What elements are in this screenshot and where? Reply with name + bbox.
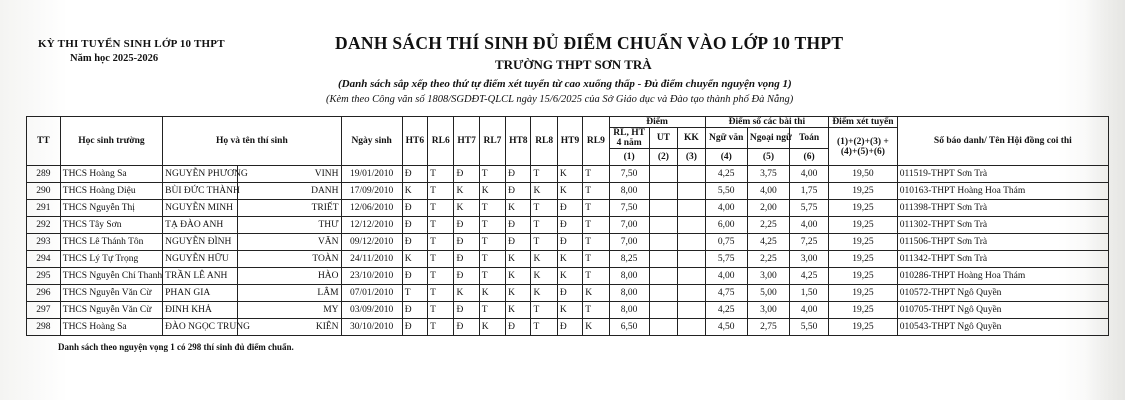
cell-xettuyen: 19,25	[829, 234, 898, 251]
header-school: Học sinh trường	[60, 117, 162, 166]
cell-grade: K	[454, 183, 479, 200]
cell-last-middle-name: NGUYỄN PHƯƠNG	[163, 166, 238, 183]
cell-grade: T	[428, 285, 454, 302]
cell-grade: T	[531, 234, 557, 251]
table-row	[27, 319, 1109, 336]
cell-toan: 4,00	[790, 166, 829, 183]
cell-nguvan: 4,75	[705, 285, 747, 302]
cell-school: THCS Lý Tự Trọng	[60, 251, 162, 268]
cell-grade: Đ	[506, 217, 531, 234]
cell-grade: Đ	[402, 217, 427, 234]
cell-rlht: 7,00	[609, 234, 649, 251]
cell-sbd: 011398-THPT Sơn Trà	[897, 200, 1108, 217]
cell-toan: 1,75	[790, 183, 829, 200]
cell-last-middle-name: PHAN GIA	[163, 285, 238, 302]
cell-dob: 30/10/2010	[341, 319, 402, 336]
cell-ngoaingu: 2,00	[747, 200, 789, 217]
cell-grade: T	[583, 268, 609, 285]
cell-kk	[678, 319, 705, 336]
cell-grade: K	[506, 268, 531, 285]
cell-grade: Đ	[454, 268, 479, 285]
cell-grade: T	[428, 302, 454, 319]
cell-grade: Đ	[506, 166, 531, 183]
cell-grade: K	[402, 183, 427, 200]
cell-ut	[649, 166, 678, 183]
header-diem-bai-thi: Điểm số các bài thi	[705, 117, 829, 128]
cell-sbd: 010163-THPT Hoàng Hoa Thám	[897, 183, 1108, 200]
cell-rlht: 6,50	[609, 319, 649, 336]
cell-ngoaingu: 4,25	[747, 234, 789, 251]
cell-grade: T	[428, 268, 454, 285]
cell-sbd: 010286-THPT Hoàng Hoa Thám	[897, 268, 1108, 285]
cell-rlht: 8,25	[609, 251, 649, 268]
cell-xettuyen: 19,25	[829, 285, 898, 302]
results-body	[27, 166, 1109, 336]
cell-school: THCS Nguyễn Thị	[60, 200, 162, 217]
header-ut-n: (2)	[649, 149, 678, 166]
header-kk-n: (3)	[678, 149, 705, 166]
cell-first-name: KIÊN	[238, 319, 341, 336]
cell-nguvan: 4,00	[705, 200, 747, 217]
cell-ut	[649, 234, 678, 251]
cell-sbd: 010705-THPT Ngô Quyền	[897, 302, 1108, 319]
cell-grade: K	[479, 319, 505, 336]
cell-grade: T	[531, 166, 557, 183]
cell-kk	[678, 251, 705, 268]
cell-grade: K	[506, 285, 531, 302]
cell-grade: K	[583, 319, 609, 336]
cell-grade: Đ	[454, 217, 479, 234]
cell-dob: 07/01/2010	[341, 285, 402, 302]
cell-first-name: TOÀN	[238, 251, 341, 268]
cell-grade: T	[428, 319, 454, 336]
cell-xettuyen: 19,25	[829, 217, 898, 234]
school-name: TRƯỜNG THPT SƠN TRÀ	[495, 57, 652, 72]
cell-tt: 298	[27, 319, 61, 336]
cell-first-name: DANH	[238, 183, 341, 200]
results-table	[26, 116, 1109, 336]
cell-toan: 4,25	[790, 268, 829, 285]
cell-ut	[649, 251, 678, 268]
cell-school: THCS Hoàng Sa	[60, 166, 162, 183]
cell-xettuyen: 19,25	[829, 200, 898, 217]
header-rl9: RL9	[583, 117, 609, 166]
cell-xettuyen: 19,25	[829, 302, 898, 319]
cell-tt: 294	[27, 251, 61, 268]
cell-sbd: 011302-THPT Sơn Trà	[897, 217, 1108, 234]
table-row	[27, 200, 1109, 217]
cell-grade: T	[479, 251, 505, 268]
cell-ngoaingu: 5,00	[747, 285, 789, 302]
cell-grade: T	[583, 217, 609, 234]
cell-school: THCS Lê Thánh Tôn	[60, 234, 162, 251]
cell-first-name: VINH	[238, 166, 341, 183]
cell-grade: K	[506, 251, 531, 268]
cell-grade: T	[402, 285, 427, 302]
cell-grade: Đ	[402, 200, 427, 217]
cell-nguvan: 4,25	[705, 166, 747, 183]
cell-dob: 09/12/2010	[341, 234, 402, 251]
header-nguvan-n: (4)	[705, 149, 747, 166]
cell-grade: K	[557, 251, 582, 268]
cell-toan: 3,00	[790, 251, 829, 268]
cell-school: THCS Tây Sơn	[60, 217, 162, 234]
cell-xettuyen: 19,25	[829, 251, 898, 268]
cell-ut	[649, 183, 678, 200]
cell-ngoaingu: 3,75	[747, 166, 789, 183]
page-title: DANH SÁCH THÍ SINH ĐỦ ĐIỂM CHUẨN VÀO LỚP 10 THPT	[335, 33, 844, 53]
cell-grade: T	[428, 234, 454, 251]
cell-grade: K	[531, 268, 557, 285]
cell-nguvan: 4,50	[705, 319, 747, 336]
cell-tt: 295	[27, 268, 61, 285]
header-diem-xet-tuyen: Điểm xét tuyển	[829, 117, 898, 128]
cell-rlht: 8,00	[609, 183, 649, 200]
cell-grade: T	[428, 217, 454, 234]
table-row	[27, 268, 1109, 285]
header-rl6: RL6	[428, 117, 454, 166]
cell-grade: T	[479, 217, 505, 234]
table-row	[27, 285, 1109, 302]
header-sbd: Số báo danh/ Tên Hội đồng coi thi	[897, 117, 1108, 166]
cell-first-name: MY	[238, 302, 341, 319]
header-rl7: RL7	[479, 117, 505, 166]
cell-school: THCS Hoàng Diệu	[60, 183, 162, 200]
school-year: Năm học 2025-2026	[70, 53, 159, 64]
cell-ngoaingu: 2,25	[747, 217, 789, 234]
cell-sbd: 010543-THPT Ngô Quyền	[897, 319, 1108, 336]
cell-tt: 296	[27, 285, 61, 302]
cell-dob: 03/09/2010	[341, 302, 402, 319]
cell-kk	[678, 166, 705, 183]
table-row	[27, 166, 1109, 183]
header-tt: TT	[27, 117, 61, 166]
cell-kk	[678, 234, 705, 251]
cell-grade: T	[428, 183, 454, 200]
cell-first-name: TRIẾT	[238, 200, 341, 217]
cell-grade: T	[479, 268, 505, 285]
cell-first-name: HÀO	[238, 268, 341, 285]
table-row	[27, 251, 1109, 268]
cell-sbd: 011506-THPT Sơn Trà	[897, 234, 1108, 251]
cell-grade: Đ	[454, 251, 479, 268]
header-dob: Ngày sinh	[341, 117, 402, 166]
cell-grade: K	[557, 268, 582, 285]
header-rlht-n: (1)	[609, 149, 649, 166]
cell-ut	[649, 217, 678, 234]
cell-grade: Đ	[557, 200, 582, 217]
cell-xettuyen: 19,25	[829, 268, 898, 285]
header-toan-n: (6)	[790, 149, 829, 166]
header-formula: (1)+(2)+(3) +(4)+(5)+(6)	[829, 128, 898, 166]
cell-last-middle-name: TẠ ĐÀO ANH	[163, 217, 238, 234]
cell-grade: K	[506, 302, 531, 319]
cell-sbd: 010572-THPT Ngô Quyền	[897, 285, 1108, 302]
cell-grade: K	[531, 183, 557, 200]
cell-toan: 5,50	[790, 319, 829, 336]
cell-toan: 5,75	[790, 200, 829, 217]
cell-rlht: 8,00	[609, 268, 649, 285]
cell-tt: 292	[27, 217, 61, 234]
cell-nguvan: 4,00	[705, 268, 747, 285]
cell-grade: T	[428, 200, 454, 217]
cell-tt: 291	[27, 200, 61, 217]
table-row	[27, 183, 1109, 200]
cell-grade: Đ	[557, 234, 582, 251]
cell-ut	[649, 285, 678, 302]
cell-grade: Đ	[402, 302, 427, 319]
cell-sbd: 011342-THPT Sơn Trà	[897, 251, 1108, 268]
cell-ngoaingu: 3,00	[747, 302, 789, 319]
cell-grade: K	[479, 183, 505, 200]
cell-grade: K	[454, 285, 479, 302]
cell-ngoaingu: 2,75	[747, 319, 789, 336]
cell-last-middle-name: TRẦN LÊ ANH	[163, 268, 238, 285]
cell-grade: T	[531, 319, 557, 336]
header-nguvan: Ngữ văn	[705, 128, 747, 149]
cell-rlht: 7,00	[609, 217, 649, 234]
header-ht7: HT7	[454, 117, 479, 166]
cell-grade: T	[531, 200, 557, 217]
exam-name: KỲ THI TUYỂN SINH LỚP 10 THPT	[38, 38, 225, 50]
cell-grade: T	[479, 200, 505, 217]
cell-grade: T	[583, 183, 609, 200]
cell-toan: 1,50	[790, 285, 829, 302]
cell-first-name: LÂM	[238, 285, 341, 302]
cell-grade: K	[454, 200, 479, 217]
cell-kk	[678, 200, 705, 217]
cell-grade: Đ	[402, 319, 427, 336]
cell-grade: K	[479, 285, 505, 302]
table-row	[27, 217, 1109, 234]
header-ngoaingu-n: (5)	[747, 149, 789, 166]
cell-grade: T	[531, 217, 557, 234]
cell-dob: 12/12/2010	[341, 217, 402, 234]
cell-grade: T	[479, 166, 505, 183]
cell-grade: Đ	[402, 166, 427, 183]
table-row	[27, 302, 1109, 319]
cell-grade: K	[531, 251, 557, 268]
cell-xettuyen: 19,25	[829, 319, 898, 336]
cell-nguvan: 5,75	[705, 251, 747, 268]
cell-last-middle-name: ĐINH KHẢ	[163, 302, 238, 319]
cell-dob: 17/09/2010	[341, 183, 402, 200]
cell-ngoaingu: 4,00	[747, 183, 789, 200]
cell-grade: K	[583, 285, 609, 302]
cell-ut	[649, 200, 678, 217]
cell-grade: K	[557, 166, 582, 183]
cell-school: THCS Nguyễn Văn Cừ	[60, 285, 162, 302]
cell-grade: Đ	[506, 183, 531, 200]
cell-tt: 293	[27, 234, 61, 251]
cell-toan: 4,00	[790, 217, 829, 234]
cell-toan: 4,00	[790, 302, 829, 319]
cell-grade: Đ	[557, 285, 582, 302]
cell-ut	[649, 319, 678, 336]
cell-last-middle-name: NGUYỄN MINH	[163, 200, 238, 217]
header-ht6: HT6	[402, 117, 427, 166]
cell-nguvan: 6,00	[705, 217, 747, 234]
cell-ut	[649, 302, 678, 319]
header-ngoaingu: Ngoại ngữ	[747, 128, 789, 149]
cell-tt: 290	[27, 183, 61, 200]
cell-school: THCS Nguyễn Văn Cừ	[60, 302, 162, 319]
cell-grade: Đ	[454, 302, 479, 319]
header-name: Họ và tên thí sinh	[163, 117, 341, 166]
cell-nguvan: 0,75	[705, 234, 747, 251]
cell-grade: Đ	[557, 319, 582, 336]
header-ut: UT	[649, 128, 678, 149]
cell-grade: K	[557, 302, 582, 319]
reference-note: (Kèm theo Công văn số 1808/SGDĐT-QLCL ngày 15/6/2025 của Sở Giáo dục và Đào tạo thành phố Đà Nẵng)	[326, 94, 794, 105]
header-toan: Toán	[790, 128, 829, 149]
cell-grade: T	[583, 302, 609, 319]
cell-grade: Đ	[557, 217, 582, 234]
cell-last-middle-name: BÙI ĐỨC THÀNH	[163, 183, 238, 200]
cell-grade: T	[479, 234, 505, 251]
cell-grade: Đ	[402, 234, 427, 251]
cell-grade: K	[402, 251, 427, 268]
cell-grade: Đ	[506, 234, 531, 251]
cell-rlht: 7,50	[609, 166, 649, 183]
header-diem: Điểm	[609, 117, 705, 128]
cell-grade: T	[531, 302, 557, 319]
sort-note: (Danh sách sắp xếp theo thứ tự điểm xét tuyển từ cao xuống thấp - Đủ điểm chuyển nguyện vọng 1)	[338, 78, 792, 90]
cell-grade: T	[583, 166, 609, 183]
cell-dob: 23/10/2010	[341, 268, 402, 285]
cell-kk	[678, 302, 705, 319]
cell-kk	[678, 285, 705, 302]
cell-first-name: THƯ	[238, 217, 341, 234]
cell-last-middle-name: NGUYỄN HỮU	[163, 251, 238, 268]
header-ht9: HT9	[557, 117, 582, 166]
cell-tt: 289	[27, 166, 61, 183]
cell-nguvan: 4,25	[705, 302, 747, 319]
cell-last-middle-name: ĐÀO NGỌC TRUNG	[163, 319, 238, 336]
cell-school: THCS Hoàng Sa	[60, 319, 162, 336]
header-ht8: HT8	[506, 117, 531, 166]
cell-ut	[649, 268, 678, 285]
cell-rlht: 8,00	[609, 285, 649, 302]
cell-grade: T	[583, 200, 609, 217]
cell-first-name: VĂN	[238, 234, 341, 251]
cell-ngoaingu: 2,25	[747, 251, 789, 268]
cell-grade: Đ	[454, 166, 479, 183]
cell-grade: T	[428, 251, 454, 268]
table-row	[27, 234, 1109, 251]
cell-grade: Đ	[506, 319, 531, 336]
cell-dob: 19/01/2010	[341, 166, 402, 183]
cell-xettuyen: 19,50	[829, 166, 898, 183]
cell-grade: Đ	[402, 268, 427, 285]
cell-grade: K	[531, 285, 557, 302]
footer-note: Danh sách theo nguyện vọng 1 có 298 thí sinh đủ điểm chuẩn.	[58, 342, 294, 352]
cell-grade: Đ	[454, 234, 479, 251]
cell-nguvan: 5,50	[705, 183, 747, 200]
cell-grade: K	[506, 200, 531, 217]
cell-toan: 7,25	[790, 234, 829, 251]
cell-ngoaingu: 3,00	[747, 268, 789, 285]
header-kk: KK	[678, 128, 705, 149]
cell-grade: K	[557, 183, 582, 200]
cell-kk	[678, 183, 705, 200]
cell-grade: Đ	[454, 319, 479, 336]
cell-grade: T	[479, 302, 505, 319]
header-rlht: RL, HT 4 năm	[609, 128, 649, 149]
header-rl8: RL8	[531, 117, 557, 166]
cell-tt: 297	[27, 302, 61, 319]
cell-xettuyen: 19,25	[829, 183, 898, 200]
cell-rlht: 8,00	[609, 302, 649, 319]
cell-school: THCS Nguyễn Chí Thanh	[60, 268, 162, 285]
cell-kk	[678, 268, 705, 285]
cell-grade: T	[583, 234, 609, 251]
cell-rlht: 7,50	[609, 200, 649, 217]
cell-grade: T	[583, 251, 609, 268]
cell-dob: 12/06/2010	[341, 200, 402, 217]
cell-grade: T	[428, 166, 454, 183]
cell-kk	[678, 217, 705, 234]
cell-sbd: 011519-THPT Sơn Trà	[897, 166, 1108, 183]
cell-last-middle-name: NGUYỄN ĐÌNH	[163, 234, 238, 251]
cell-dob: 24/11/2010	[341, 251, 402, 268]
